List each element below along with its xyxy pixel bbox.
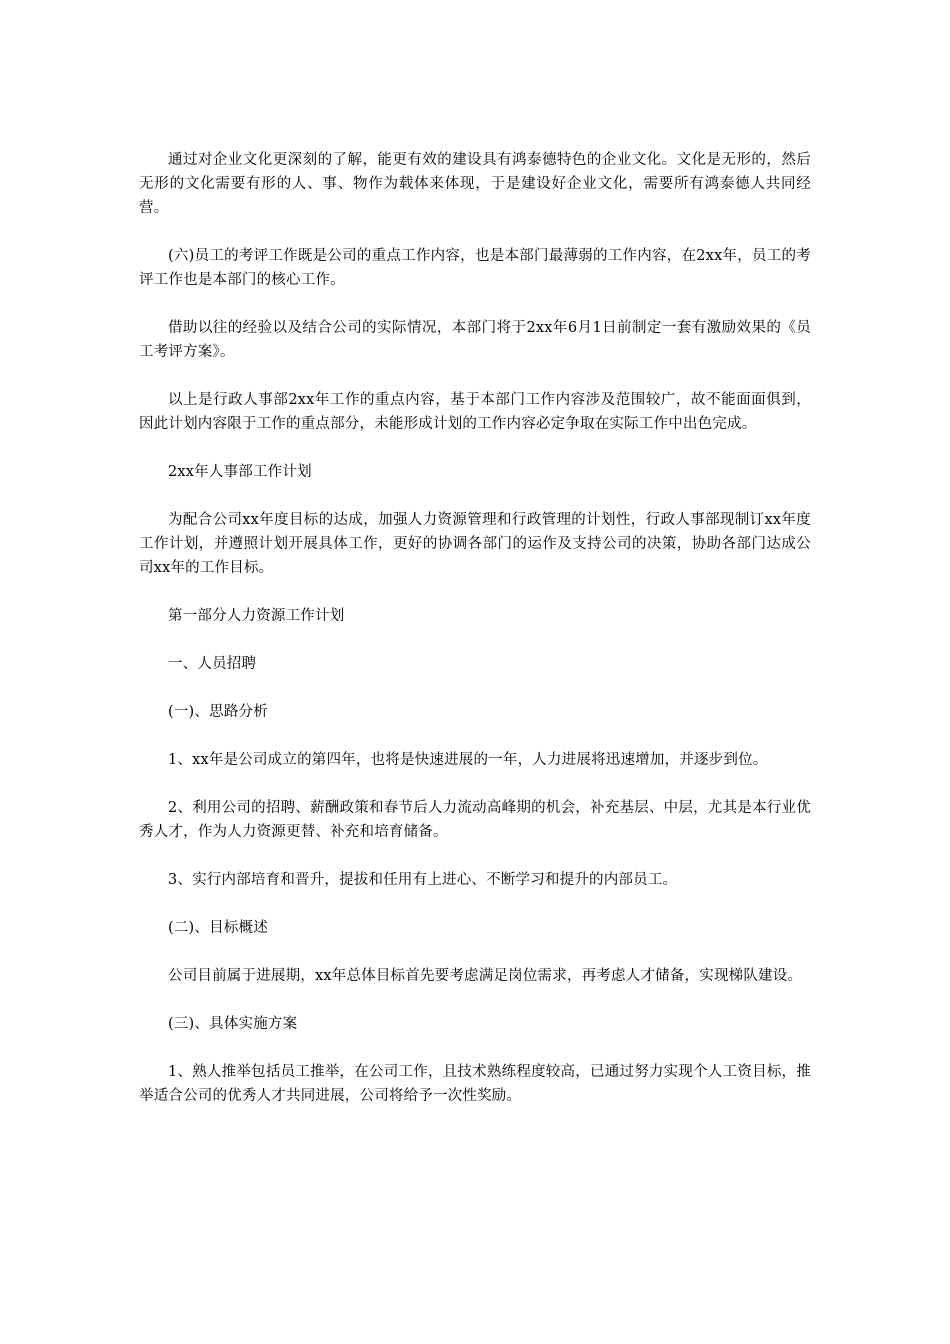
paragraph-appraisal: (六)员工的考评工作既是公司的重点工作内容，也是本部门最薄弱的工作内容，在2xx年，员工的考评工作也是本部门的核心工作。 — [139, 248, 811, 288]
paragraph-goals: 公司目前属于进展期，xx年总体目标首先要考虑满足岗位需求，再考虑人才储备，实现梯队建设。 — [168, 968, 803, 984]
section-heading-recruitment: 一、人员招聘 — [168, 656, 257, 672]
subheading-goals: (二)、目标概述 — [168, 920, 268, 936]
paragraph-summary: 以上是行政人事部2xx年工作的重点内容，基于本部门工作内容涉及范围较广，故不能面面俱到，因此计划内容限于工作的重点部分，未能形成计划的工作内容必定争取在实际工作中出色完成。 — [139, 392, 811, 432]
list-item-3: 3、实行内部培育和晋升，提拔和任用有上进心、不断学习和提升的内部员工。 — [168, 872, 678, 888]
list-item-2: 2、利用公司的招聘、薪酬政策和春节后人力流动高峰期的机会，补充基层、中层，尤其是本行业优秀人才，作为人力资源更替、补充和培育储备。 — [139, 800, 811, 840]
section-heading-hr-plan: 2xx年人事部工作计划 — [168, 464, 312, 480]
paragraph-intro: 为配合公司xx年度目标的达成，加强人力资源管理和行政管理的计划性，行政人事部现制订xx年度工作计划，并遵照计划开展具体工作，更好的协调各部门的运作及支持公司的决策，协助各部门达成公司xx年的工作目标。 — [139, 512, 811, 576]
document-body — [139, 148, 811, 1132]
list-item-1: 1、xx年是公司成立的第四年，也将是快速进展的一年，人力进展将迅速增加，并逐步到位。 — [168, 752, 768, 768]
paragraph-appraisal-plan: 借助以往的经验以及结合公司的实际情况，本部门将于2xx年6月1日前制定一套有激励效果的《员工考评方案》。 — [139, 320, 811, 360]
section-heading-part-one: 第一部分人力资源工作计划 — [168, 608, 345, 624]
subheading-implementation: (三)、具体实施方案 — [168, 1016, 298, 1032]
subheading-analysis: (一)、思路分析 — [168, 704, 268, 720]
paragraph-culture: 通过对企业文化更深刻的了解，能更有效的建设具有鸿泰德特色的企业文化。文化是无形的，然后无形的文化需要有形的人、事、物作为载体来体现，于是建设好企业文化，需要所有鸿泰德人共同经营。 — [139, 152, 811, 216]
list-item-referral: 1、熟人推举包括员工推举，在公司工作，且技术熟练程度较高，已通过努力实现个人工资目标，推举适合公司的优秀人才共同进展，公司将给予一次性奖励。 — [139, 1064, 811, 1104]
